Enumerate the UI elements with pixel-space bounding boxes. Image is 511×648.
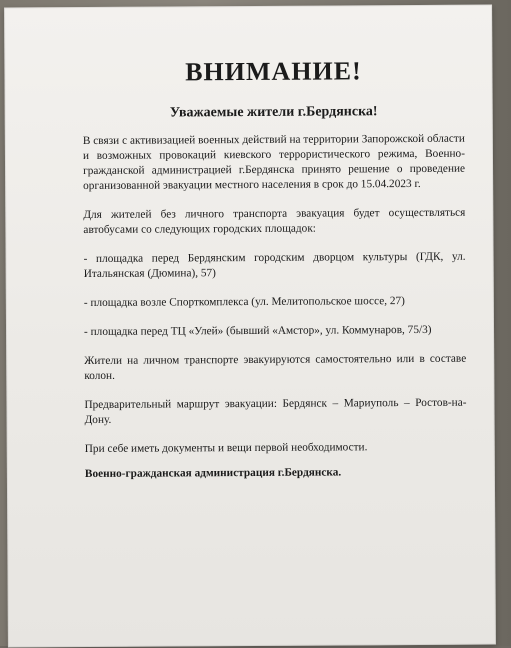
paragraph-documents: При себе иметь документы и вещи первой необходимости. <box>84 441 368 456</box>
notice-greeting: Уважаемые жители г.Бердянска! <box>169 103 378 121</box>
bus-location-2: - площадка возле Спорткомплекса (ул. Мелитопольское шоссе, 27) <box>83 295 405 310</box>
paragraph-private-transport: Жители на личном транспорте эвакуируются самостоятельно или в составе колон. <box>84 353 467 383</box>
notice-paper <box>4 5 496 648</box>
paragraph-intro: В связи с активизацией военных действий на территории Запорожской области и возможных провокаций киевского террористического режима, Военно-гражданской администрацией г.Бердянска принято решение о проведение организованной эвакуации местного населения в срок до 15.04.2023 г. <box>82 133 466 193</box>
notice-signature: Военно-гражданская администрация г.Бердянска. <box>84 466 342 481</box>
paragraph-route: Предварительный маршрут эвакуации: Бердянск – Мариуполь – Ростов-на-Дону. <box>84 397 467 427</box>
paragraph-bus-evacuation: Для жителей без личного транспорта эвакуация будет осуществляться автобусами со следующих городских площадок: <box>83 207 466 237</box>
notice-content <box>82 57 467 483</box>
notice-title: ВНИМАНИЕ! <box>185 56 362 87</box>
bus-location-3: - площадка перед ТЦ «Улей» (бывший «Амстор», ул. Коммунаров, 75/3) <box>83 324 432 339</box>
bus-location-1: - площадка перед Бердянским городским дворцом культуры (ГДК, ул. Итальянская (Дюмина), 57) <box>83 251 466 281</box>
